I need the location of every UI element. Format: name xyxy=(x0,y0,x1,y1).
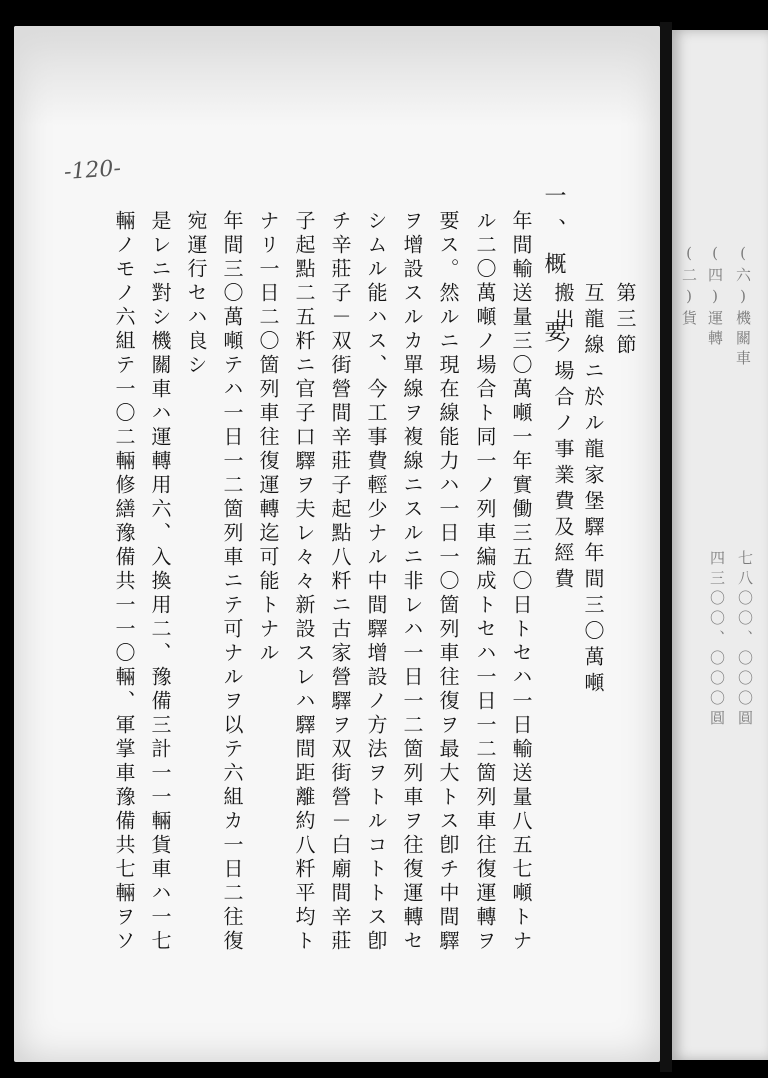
paragraph-line: チ辛莊子－双街營間辛莊子起點八粁ニ古家營驛ヲ双街營－白廟間辛莊 xyxy=(328,210,352,954)
book-gutter xyxy=(660,22,672,1072)
paragraph-line: 子起點二五粁ニ官子口驛ヲ夫レ々々新設スレハ驛間距離約八粁平均ト xyxy=(292,210,316,954)
adjacent-col-2: (四)運轉 xyxy=(706,244,724,350)
section-label: 第三節 xyxy=(613,282,637,360)
paragraph-line: ナリ一日二〇箇列車往復運轉迄可能トナル xyxy=(256,210,280,666)
paragraph-line: シムル能ハス、今工事費輕少ナル中間驛增設ノ方法ヲトルコトトス卽 xyxy=(364,210,388,954)
paragraph-line: 宛運行セハ良シ xyxy=(184,210,208,378)
paragraph-line: 年間輸送量三〇萬噸一年實働三五〇日トセハ一日輸送量八五七噸トナ xyxy=(509,210,533,954)
document-page xyxy=(14,26,660,1062)
paragraph-line: 輛ノモノ六組テ一〇二輛修繕豫備共一一〇輛、軍掌車豫備共七輛ヲソ xyxy=(112,210,136,954)
page-number: -120- xyxy=(63,156,122,185)
paragraph-line: 年間三〇萬噸テハ一日一二箇列車ニテ可ナルヲ以テ六組カ一日二往復 xyxy=(220,210,244,954)
paragraph-line: 要ス。然ルニ現在線能力ハ一日一〇箇列車往復ヲ最大トス卽チ中間驛 xyxy=(436,210,460,954)
adjacent-col-1: (六)機關車 xyxy=(734,244,752,370)
paragraph-line: ヲ增設スルカ單線ヲ複線ニスルニ非レハ一日一二箇列車ヲ往復運轉セ xyxy=(400,210,424,954)
adjacent-page xyxy=(672,30,768,1060)
section-title-line2: 搬出ノ場合ノ事業費及經費 xyxy=(551,282,575,594)
adjacent-amount-2: 四三〇〇、〇〇〇圓 xyxy=(708,550,726,730)
paragraph-line: ル二〇萬噸ノ場合ト同一ノ列車編成トセハ一日一二箇列車往復運轉ヲ xyxy=(473,210,497,954)
section-title-line1: 互龍線ニ於ル龍家堡驛年間三〇萬噸 xyxy=(581,282,605,698)
adjacent-amount-1: 七八〇〇、〇〇〇圓 xyxy=(736,550,754,730)
adjacent-col-3: (二)貨 xyxy=(680,244,698,330)
paragraph-line: 是レニ對シ機關車ハ運轉用六、入換用二、豫備三計一一輛貨車ハ一七 xyxy=(148,210,172,954)
overview-heading: 一、概 要 xyxy=(541,184,566,354)
